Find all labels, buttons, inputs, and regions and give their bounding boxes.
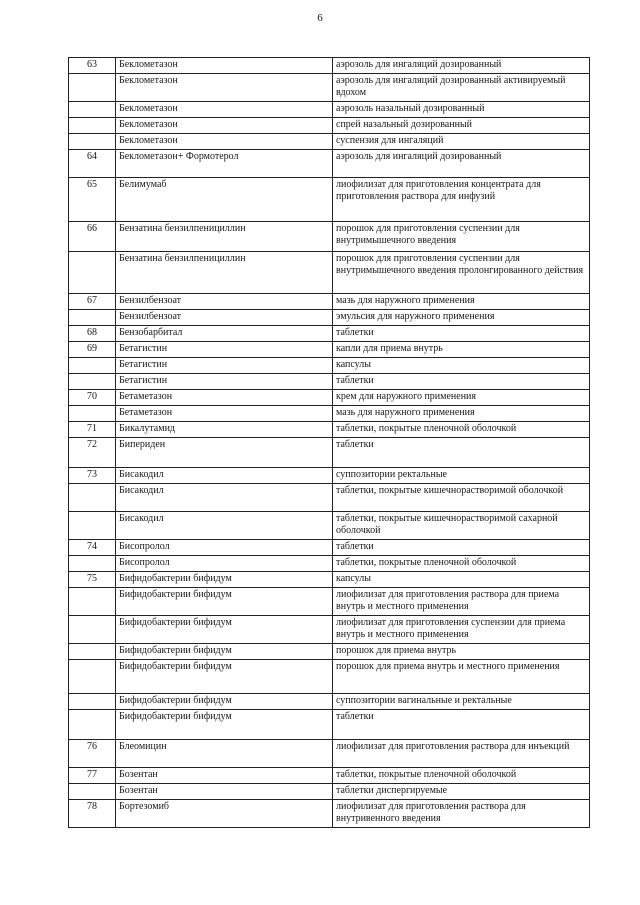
row-number-cell bbox=[69, 310, 116, 326]
drug-name-cell: Бетаметазон bbox=[116, 390, 333, 406]
table-row bbox=[69, 252, 590, 294]
dosage-form-cell: аэрозоль для ингаляций дозированный bbox=[333, 150, 590, 178]
drug-name-cell: Беклометазон bbox=[116, 74, 333, 102]
dosage-form-cell: лиофилизат для приготовления раствора для приема внутрь и местного применения bbox=[333, 588, 590, 616]
dosage-form-cell: суппозитории ректальные bbox=[333, 468, 590, 484]
row-number-cell: 74 bbox=[69, 540, 116, 556]
drug-name-cell: Бетагистин bbox=[116, 342, 333, 358]
table-row bbox=[69, 374, 590, 390]
drug-name-cell: Бензатина бензилпенициллин bbox=[116, 252, 333, 294]
table-row bbox=[69, 694, 590, 710]
drug-name-cell: Белимумаб bbox=[116, 178, 333, 222]
dosage-form-cell: таблетки bbox=[333, 326, 590, 342]
table-row bbox=[69, 784, 590, 800]
row-number-cell bbox=[69, 358, 116, 374]
table-row bbox=[69, 58, 590, 74]
dosage-form-cell: таблетки bbox=[333, 374, 590, 390]
drug-name-cell: Бифидобактерии бифидум bbox=[116, 616, 333, 644]
row-number-cell: 69 bbox=[69, 342, 116, 358]
row-number-cell: 78 bbox=[69, 800, 116, 828]
dosage-form-cell: капсулы bbox=[333, 358, 590, 374]
dosage-form-cell: капсулы bbox=[333, 572, 590, 588]
table-row bbox=[69, 390, 590, 406]
drug-name-cell: Бензилбензоат bbox=[116, 310, 333, 326]
dosage-form-cell: таблетки bbox=[333, 438, 590, 468]
table-row bbox=[69, 512, 590, 540]
row-number-cell: 63 bbox=[69, 58, 116, 74]
row-number-cell bbox=[69, 102, 116, 118]
table-row bbox=[69, 358, 590, 374]
table-row bbox=[69, 660, 590, 694]
dosage-form-cell: спрей назальный дозированный bbox=[333, 118, 590, 134]
dosage-form-cell: лиофилизат для приготовления концентрата для приготовления раствора для инфузий bbox=[333, 178, 590, 222]
drug-name-cell: Бифидобактерии бифидум bbox=[116, 694, 333, 710]
table-row bbox=[69, 800, 590, 828]
drug-name-cell: Бикалутамид bbox=[116, 422, 333, 438]
dosage-form-cell: таблетки, покрытые пленочной оболочкой bbox=[333, 556, 590, 572]
drug-name-cell: Беклометазон+ Формотерол bbox=[116, 150, 333, 178]
table-row bbox=[69, 74, 590, 102]
drug-name-cell: Беклометазон bbox=[116, 118, 333, 134]
drug-name-cell: Бензатина бензилпенициллин bbox=[116, 222, 333, 252]
row-number-cell: 65 bbox=[69, 178, 116, 222]
table-row bbox=[69, 644, 590, 660]
dosage-form-cell: мазь для наружного применения bbox=[333, 406, 590, 422]
dosage-form-cell: аэрозоль назальный дозированный bbox=[333, 102, 590, 118]
dosage-form-cell: порошок для приготовления суспензии для внутримышечного введения пролонгированного действия bbox=[333, 252, 590, 294]
table-row bbox=[69, 556, 590, 572]
row-number-cell bbox=[69, 556, 116, 572]
row-number-cell: 72 bbox=[69, 438, 116, 468]
dosage-form-cell: таблетки, покрытые пленочной оболочкой bbox=[333, 768, 590, 784]
drug-name-cell: Бифидобактерии бифидум bbox=[116, 660, 333, 694]
drug-name-cell: Бисакодил bbox=[116, 512, 333, 540]
table-row bbox=[69, 102, 590, 118]
drug-name-cell: Бисакодил bbox=[116, 468, 333, 484]
dosage-form-cell: порошок для приема внутрь bbox=[333, 644, 590, 660]
dosage-form-cell: лиофилизат для приготовления раствора для внутривенного введения bbox=[333, 800, 590, 828]
table-row bbox=[69, 468, 590, 484]
row-number-cell bbox=[69, 252, 116, 294]
drug-name-cell: Бензилбензоат bbox=[116, 294, 333, 310]
dosage-form-cell: таблетки диспергируемые bbox=[333, 784, 590, 800]
table-row bbox=[69, 150, 590, 178]
table-row bbox=[69, 342, 590, 358]
row-number-cell bbox=[69, 784, 116, 800]
drug-name-cell: Бензобарбитал bbox=[116, 326, 333, 342]
dosage-form-cell: мазь для наружного применения bbox=[333, 294, 590, 310]
dosage-form-cell: таблетки bbox=[333, 710, 590, 740]
dosage-form-cell: аэрозоль для ингаляций дозированный bbox=[333, 58, 590, 74]
drug-name-cell: Бифидобактерии бифидум bbox=[116, 710, 333, 740]
dosage-form-cell: таблетки, покрытые кишечнорастворимой оболочкой bbox=[333, 484, 590, 512]
table-row bbox=[69, 118, 590, 134]
dosage-form-cell: лиофилизат для приготовления раствора для инъекций bbox=[333, 740, 590, 768]
row-number-cell bbox=[69, 374, 116, 390]
drug-name-cell: Бортезомиб bbox=[116, 800, 333, 828]
row-number-cell bbox=[69, 134, 116, 150]
row-number-cell bbox=[69, 660, 116, 694]
row-number-cell bbox=[69, 616, 116, 644]
dosage-form-cell: эмульсия для наружного применения bbox=[333, 310, 590, 326]
table-row bbox=[69, 294, 590, 310]
table-row bbox=[69, 710, 590, 740]
row-number-cell bbox=[69, 644, 116, 660]
table-row bbox=[69, 326, 590, 342]
drug-name-cell: Бетаметазон bbox=[116, 406, 333, 422]
drug-name-cell: Бифидобактерии бифидум bbox=[116, 644, 333, 660]
table-row bbox=[69, 588, 590, 616]
table-row bbox=[69, 540, 590, 556]
drug-name-cell: Бозентан bbox=[116, 768, 333, 784]
row-number-cell: 70 bbox=[69, 390, 116, 406]
drug-name-cell: Бисакодил bbox=[116, 484, 333, 512]
row-number-cell bbox=[69, 588, 116, 616]
drug-name-cell: Бозентан bbox=[116, 784, 333, 800]
drug-name-cell: Бетагистин bbox=[116, 358, 333, 374]
row-number-cell: 66 bbox=[69, 222, 116, 252]
dosage-form-cell: порошок для приема внутрь и местного применения bbox=[333, 660, 590, 694]
drug-table bbox=[68, 57, 590, 828]
dosage-form-cell: капли для приема внутрь bbox=[333, 342, 590, 358]
drug-name-cell: Бифидобактерии бифидум bbox=[116, 572, 333, 588]
row-number-cell bbox=[69, 694, 116, 710]
table-row bbox=[69, 740, 590, 768]
table-row bbox=[69, 438, 590, 468]
table-row bbox=[69, 406, 590, 422]
row-number-cell: 75 bbox=[69, 572, 116, 588]
dosage-form-cell: таблетки, покрытые кишечнорастворимой сахарной оболочкой bbox=[333, 512, 590, 540]
table-row bbox=[69, 572, 590, 588]
table-row bbox=[69, 422, 590, 438]
table-row bbox=[69, 484, 590, 512]
row-number-cell: 73 bbox=[69, 468, 116, 484]
drug-name-cell: Бисопролол bbox=[116, 556, 333, 572]
row-number-cell: 68 bbox=[69, 326, 116, 342]
row-number-cell bbox=[69, 484, 116, 512]
table-row bbox=[69, 768, 590, 784]
drug-name-cell: Беклометазон bbox=[116, 58, 333, 74]
drug-name-cell: Бетагистин bbox=[116, 374, 333, 390]
dosage-form-cell: крем для наружного применения bbox=[333, 390, 590, 406]
drug-name-cell: Беклометазон bbox=[116, 102, 333, 118]
dosage-form-cell: порошок для приготовления суспензии для внутримышечного введения bbox=[333, 222, 590, 252]
table-row bbox=[69, 178, 590, 222]
table-row bbox=[69, 616, 590, 644]
row-number-cell bbox=[69, 74, 116, 102]
table-row bbox=[69, 134, 590, 150]
drug-name-cell: Бисопролол bbox=[116, 540, 333, 556]
row-number-cell bbox=[69, 118, 116, 134]
drug-name-cell: Бифидобактерии бифидум bbox=[116, 588, 333, 616]
row-number-cell: 64 bbox=[69, 150, 116, 178]
row-number-cell bbox=[69, 406, 116, 422]
dosage-form-cell: лиофилизат для приготовления суспензии для приема внутрь и местного применения bbox=[333, 616, 590, 644]
dosage-form-cell: таблетки bbox=[333, 540, 590, 556]
drug-name-cell: Блеомицин bbox=[116, 740, 333, 768]
dosage-form-cell: суспензия для ингаляций bbox=[333, 134, 590, 150]
row-number-cell: 71 bbox=[69, 422, 116, 438]
row-number-cell: 67 bbox=[69, 294, 116, 310]
dosage-form-cell: суппозитории вагинальные и ректальные bbox=[333, 694, 590, 710]
dosage-form-cell: аэрозоль для ингаляций дозированный активируемый вдохом bbox=[333, 74, 590, 102]
table-row bbox=[69, 222, 590, 252]
row-number-cell bbox=[69, 512, 116, 540]
drug-table-body bbox=[69, 58, 590, 828]
drug-name-cell: Беклометазон bbox=[116, 134, 333, 150]
page-number: 6 bbox=[317, 12, 323, 24]
row-number-cell: 77 bbox=[69, 768, 116, 784]
drug-name-cell: Бипериден bbox=[116, 438, 333, 468]
row-number-cell: 76 bbox=[69, 740, 116, 768]
dosage-form-cell: таблетки, покрытые пленочной оболочкой bbox=[333, 422, 590, 438]
table-row bbox=[69, 310, 590, 326]
row-number-cell bbox=[69, 710, 116, 740]
